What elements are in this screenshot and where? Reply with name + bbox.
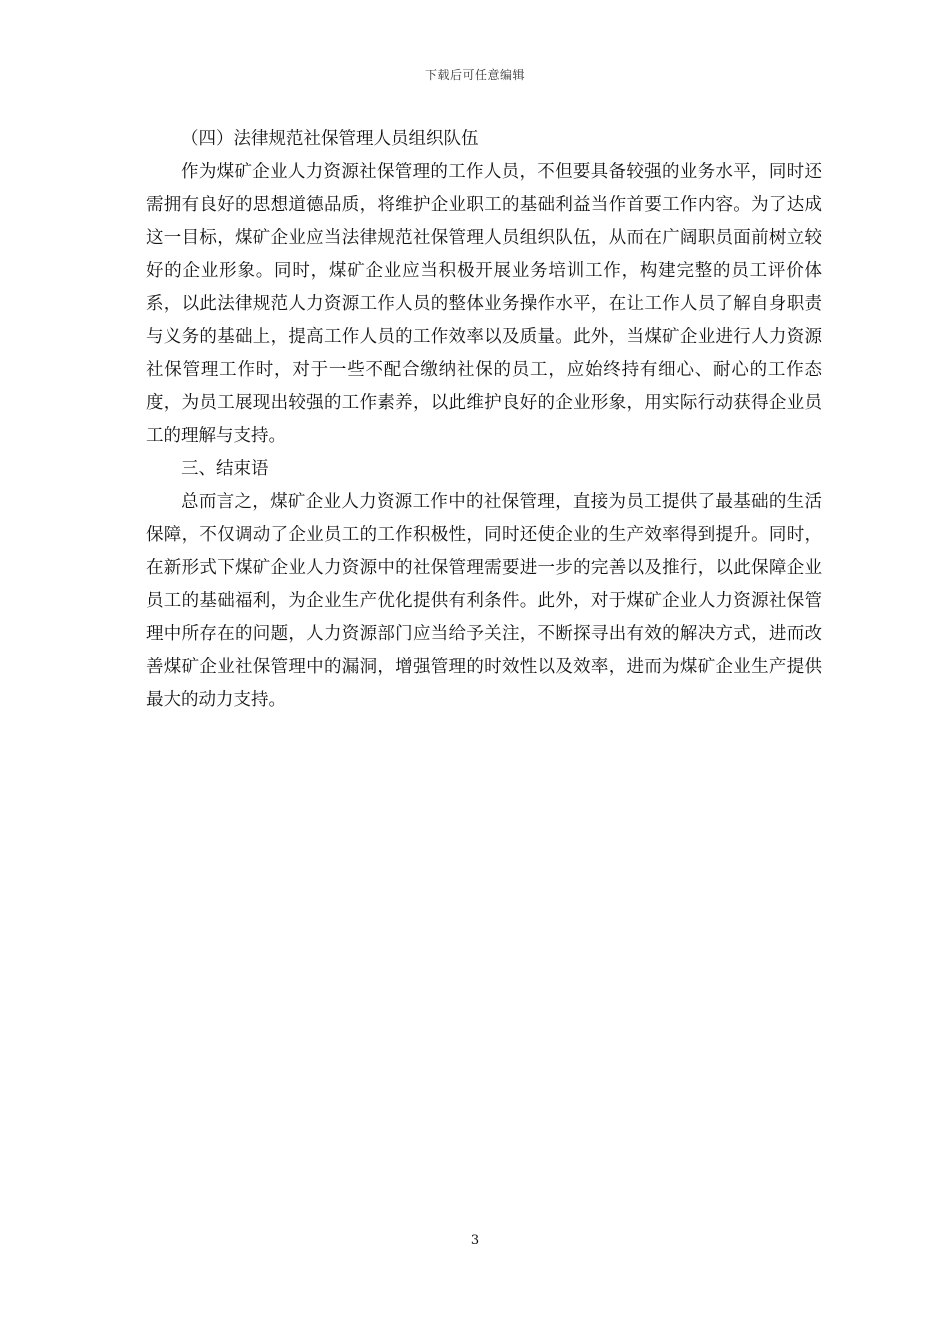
paragraph-conclusion: 总而言之，煤矿企业人力资源工作中的社保管理，直接为员工提供了最基础的生活保障，不仅调动了企业员工的工作积极性，同时还使企业的生产效率得到提升。同时，在新形式下煤矿企业人力资源中的社保管理需要进一步的完善以及推行，以此保障企业员工的基础福利，为企业生产优化提供有利条件。此外，对于煤矿企业人力资源社保管理中所存在的问题，人力资源部门应当给予关注，不断探寻出有效的解决方式，进而改善煤矿企业社保管理中的漏洞，增强管理的时效性以及效率，进而为煤矿企业生产提供最大的动力支持。 <box>146 492 822 710</box>
paragraph-team-building: 作为煤矿企业人力资源社保管理的工作人员，不但要具备较强的业务水平，同时还需拥有良好的思想道德品质，将维护企业职工的基础利益当作首要工作内容。为了达成这一目标，煤矿企业应当法律规范社保管理人员组织队伍，从而在广阔职员面前树立较好的企业形象。同时，煤矿企业应当积极开展业务培训工作，构建完整的员工评价体系，以此法律规范人力资源工作人员的整体业务操作水平，在让工作人员了解自身职责与义务的基础上，提高工作人员的工作效率以及质量。此外，当煤矿企业进行人力资源社保管理工作时，对于一些不配合缴纳社保的员工，应始终持有细心、耐心的工作态度，为员工展现出较强的工作素养，以此维护良好的企业形象，用实际行动获得企业员工的理解与支持。 <box>146 162 822 446</box>
page-header: 下载后可任意编辑 <box>424 68 525 82</box>
section-heading-conclusion: 三、结束语 <box>181 459 269 479</box>
document-body <box>146 123 822 717</box>
section-heading-legal-team: （四）法律规范社保管理人员组织队伍 <box>181 129 479 149</box>
page-number: 3 <box>470 1233 480 1248</box>
